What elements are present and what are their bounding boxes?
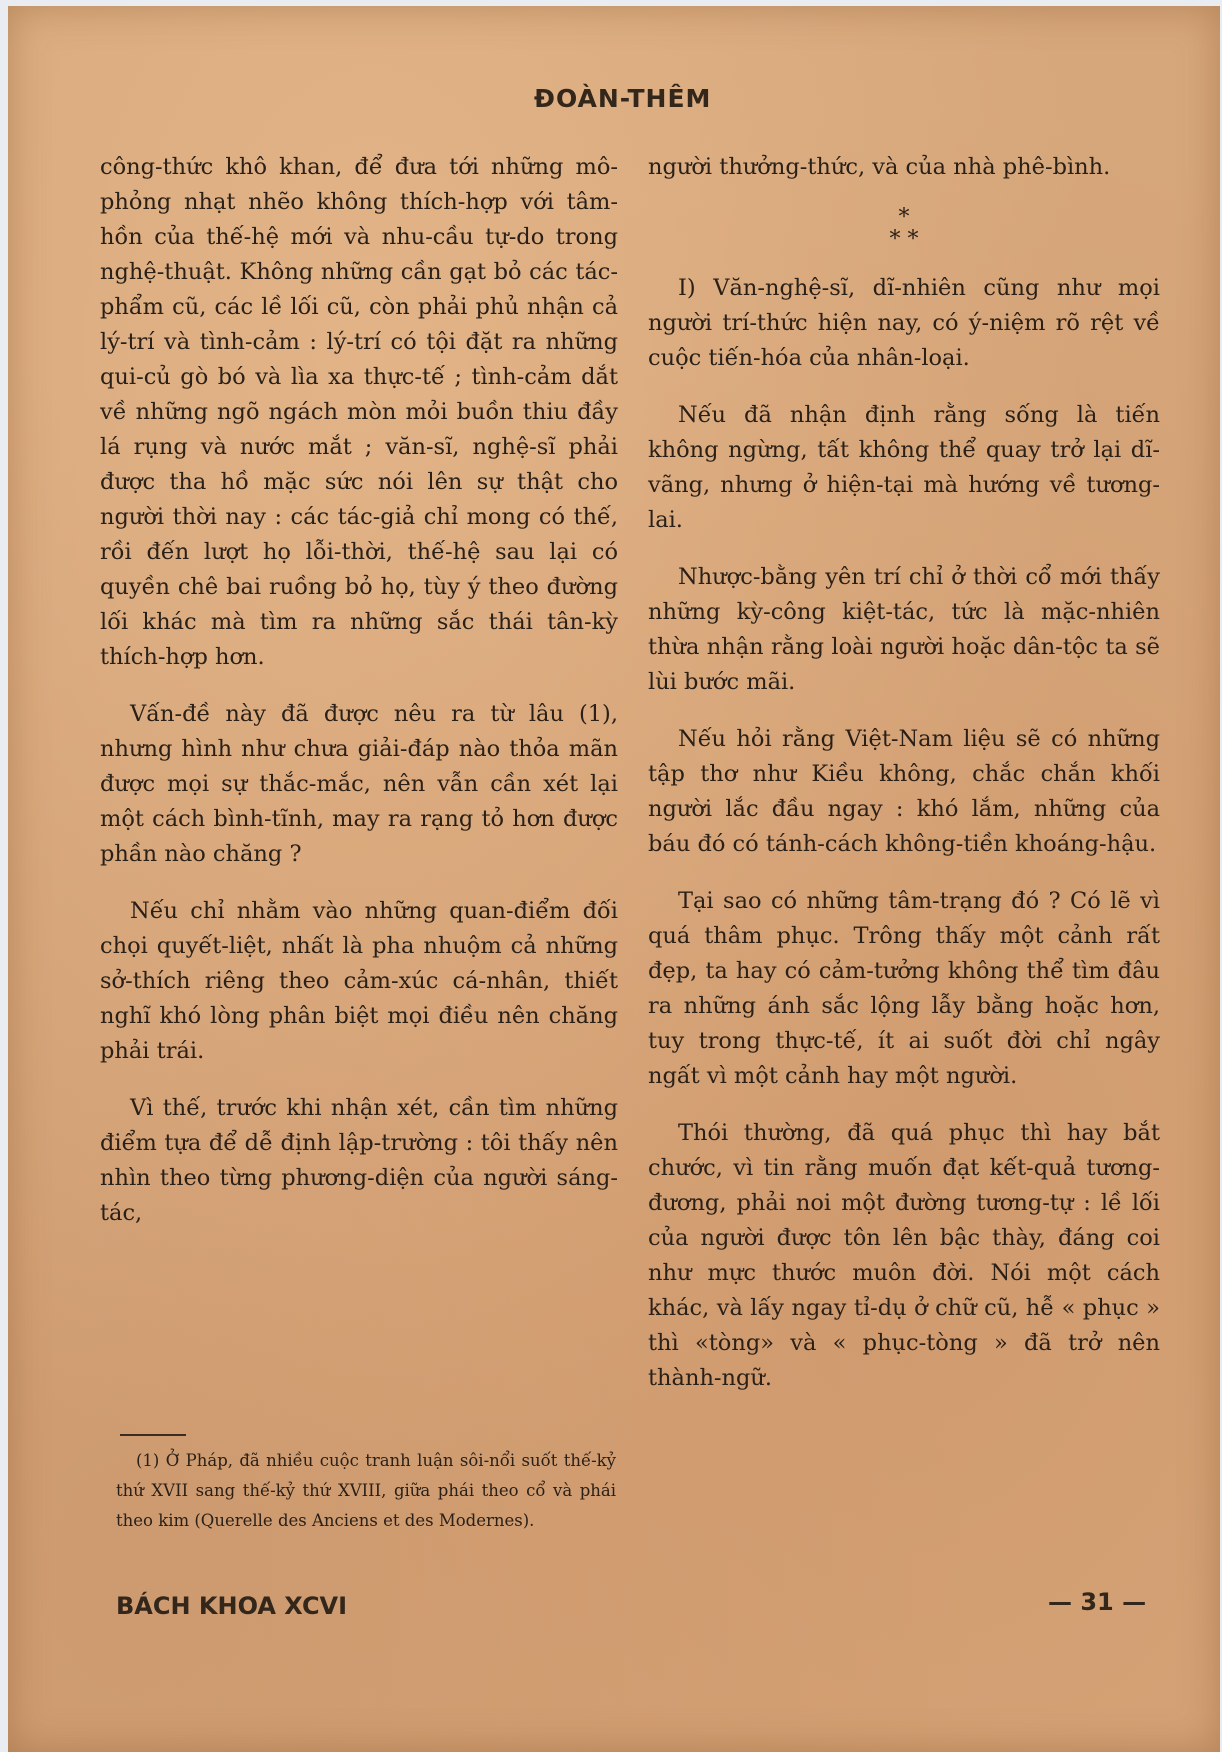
paragraph: Thói thường, đã quá phục thì hay bắt chước, vì tin rằng muốn đạt kết-quả tương-đương, phải noi một đường tương-tự : lề lối của người được tôn lên bậc thày, đáng coi như mực thước muôn đời. Nói một cách khác, và lấy ngay tỉ-dụ ở chữ cũ, hễ « phục » thì «tòng» và « phục-tòng » đã trở nên thành-ngữ.	[648, 1120, 1160, 1391]
footnote: (1) Ở Pháp, đã nhiều cuộc tranh luận sôi-nổi suốt thế-kỷ thứ XVII sang thế-kỷ thứ XVIII, giữa phái theo cổ và phái theo kim (Querelle des Anciens et des Modernes).	[116, 1451, 616, 1530]
paragraph: Nếu hỏi rằng Việt-Nam liệu sẽ có những tập thơ như Kiều không, chắc chắn khối người lắc đầu ngay : khó lắm, những của báu đó có tánh-cách không-tiền khoáng-hậu.	[648, 726, 1160, 857]
paragraph: công-thức khô khan, để đưa tới những mô-phỏng nhạt nhẽo không thích-hợp với tâm-hồn của thế-hệ mới và nhu-cầu tự-do trong nghệ-thuật. Không những cần gạt bỏ các tác-phẩm cũ, các lề lối cũ, còn phải phủ nhận cả lý-trí và tình-cảm : lý-trí có tội đặt ra những qui-củ gò bó và lìa xa thực-tế ; tình-cảm dắt về những ngõ ngách mòn mỏi buồn thiu đầy lá rụng và nước mắt ; văn-sĩ, nghệ-sĩ phải được tha hồ mặc sức nói lên sự thật cho người thời nay : các tác-giả chỉ mong có thế, rồi đến lượt họ lỗi-thời, thế-hệ sau lại có quyền chê bai ruồng bỏ họ, tùy ý theo đường lối khác mà tìm ra những sắc thái tân-kỳ thích-hợp hơn.	[100, 154, 618, 670]
divider-star-top: *	[898, 205, 910, 230]
right-column	[648, 150, 1160, 1418]
paragraph: người thưởng-thức, và của nhà phê-bình.	[648, 154, 1111, 180]
paragraph: Nếu chỉ nhằm vào những quan-điểm đối chọi quyết-liệt, nhất là pha nhuộm cả những sở-thích riêng theo cảm-xúc cá-nhân, thiết nghĩ khó lòng phân biệt mọi điều nên chăng phải trái.	[100, 898, 618, 1064]
paragraph: I) Văn-nghệ-sĩ, dĩ-nhiên cũng như mọi người trí-thức hiện nay, có ý-niệm rõ rệt về cuộc tiến-hóa của nhân-loại.	[648, 275, 1160, 371]
paragraph: Nhược-bằng yên trí chỉ ở thời cổ mới thấy những kỳ-công kiệt-tác, tức là mặc-nhiên thừa nhận rằng loài người hoặc dân-tộc ta sẽ lùi bước mãi.	[648, 564, 1160, 695]
paragraph: Vì thế, trước khi nhận xét, cần tìm những điểm tựa để dễ định lập-trường : tôi thấy nên nhìn theo từng phương-diện của người sáng-tác,	[100, 1095, 618, 1226]
left-column	[100, 150, 618, 1253]
publication-footer: BÁCH KHOA XCVI	[116, 1592, 348, 1620]
paragraph: Vấn-đề này đã được nêu ra từ lâu (1), nhưng hình như chưa giải-đáp nào thỏa mãn được mọi sự thắc-mắc, nên vẫn cần xét lại một cách bình-tĩnh, may ra rạng tỏ hơn được phần nào chăng ?	[100, 701, 618, 867]
page-number: — 31 —	[1048, 1588, 1147, 1616]
footnote-divider	[120, 1434, 186, 1436]
divider-star-bottom: * *	[889, 227, 919, 252]
paragraph: Tại sao có những tâm-trạng đó ? Có lẽ vì quá thâm phục. Trông thấy một cảnh rất đẹp, ta hay có cảm-tưởng không thể tìm đâu ra những ánh sắc lộng lẫy bằng hoặc hơn, tuy trong thực-tế, ít ai suốt đời chỉ ngây ngất vì một cảnh hay một người.	[648, 888, 1160, 1089]
section-divider	[648, 207, 1160, 251]
running-header: ĐOÀN-THÊM	[534, 84, 712, 113]
paragraph: Nếu đã nhận định rằng sống là tiến không ngừng, tất không thể quay trở lại dĩ-vãng, nhưng ở hiện-tại mà hướng về tương-lai.	[648, 402, 1160, 533]
